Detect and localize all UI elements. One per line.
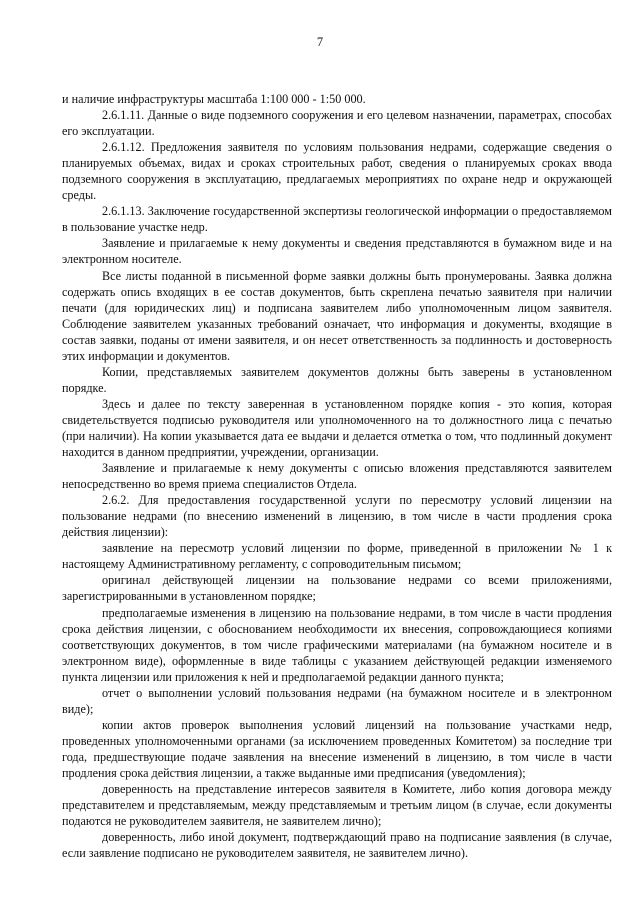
paragraph-certified-copy-definition: Здесь и далее по тексту заверенная в установленном порядке копия - это копия, которая свидетельствуется подписью руководителя или уполномоченного на то должностного лица с печатью (при наличии). На копии указывается дата ее выдачи и делается отметка о том, что подлинный документ находится в данном предприятии, учреждении, организации.	[62, 396, 612, 460]
list-item-inspection-acts: копии актов проверок выполнения условий лицензий на пользование участками недр, проведенных уполномоченными органами (за исключением проведенных Комитетом) за последние три года, предшествующие подаче заявления на внесение изменений в лицензию, в том числе в части продления срока действия лицензии, а также выданные ими предписания (уведомления);	[62, 717, 612, 780]
list-item-power-of-attorney: доверенность на представление интересов заявителя в Комитете, либо копия договора между представителем и представляемым, между представляемым и третьим лицом (в случае, если документы подаются не руководителем заявителя, не заявителем лично);	[62, 782, 612, 829]
list-item-original-license: оригинал действующей лицензии на пользование недрами со всеми приложениями, зарегистрированными в установленном порядке;	[62, 573, 612, 604]
list-item-report: отчет о выполнении условий пользования недрами (на бумажном носителе и в электронном виде);	[62, 685, 612, 716]
paragraph-2-6-1-12: 2.6.1.12. Предложения заявителя по условиям пользования недрами, содержащие сведения о планируемых объемах, видах и сроках строительных работ, сведения о планируемых сроках ввода подземного сооружения в эксплуатацию, предлагаемых мероприятиях по охране недр и окружающей среды.	[62, 140, 612, 203]
paragraph-submission-format: Заявление и прилагаемые к нему документы и сведения представляются в бумажном виде и на электронном носителе.	[62, 236, 612, 267]
paragraph-sheet-numbering: Все листы поданной в письменной форме заявки должны быть пронумерованы. Заявка должна содержать опись входящих в ее состав документов, быть скреплена печатью заявителя при наличии печати (для юридических лиц) и подписана заявителем либо уполномоченным лицом заявителя. Соблюдение заявителем указанных требований означает, что информация и документы, входящие в состав заявки, поданы от имени заявителя, и он несет ответственность за подлинность и достоверность этих информации и документов.	[62, 268, 612, 363]
paragraph-copies-certified: Копии, представляемых заявителем документов должны быть заверены в установленном порядке.	[62, 364, 612, 395]
document-body	[62, 91, 612, 861]
list-item-application: заявление на пересмотр условий лицензии по форме, приведенной в приложении № 1 к настоящему Административному регламенту, с сопроводительным письмом;	[62, 541, 612, 572]
list-item-proposed-changes: предполагаемые изменения в лицензию на пользование недрами, в том числе в части продления срока действия лицензии, с обоснованием необходимости их внесения, сопровождающиеся копиями соответствующих документов, в том числе графическими материалами (на бумажном носителе и в электронном виде), оформленные в виде таблицы с указанием действующей редакции изменяемого пункта лицензии или приложения к ней и предполагаемой редакции данного пункта;	[62, 605, 612, 684]
paragraph-submission-in-person: Заявление и прилагаемые к нему документы с описью вложения представляются заявителем непосредственно во время приема специалистов Отдела.	[62, 461, 612, 492]
list-item-signing-authority: доверенность, либо иной документ, подтверждающий право на подписание заявления (в случае, если заявление подписано не руководителем заявителя, не заявителем лично).	[62, 830, 612, 861]
page-number: 7	[316, 35, 324, 49]
paragraph-2-6-2: 2.6.2. Для предоставления государственной услуги по пересмотру условий лицензии на пользование недрами (по внесению изменений в лицензию, в том числе в части продления срока действия лицензии):	[62, 493, 612, 540]
paragraph-continuation: и наличие инфраструктуры масштаба 1:100 000 - 1:50 000.	[62, 92, 366, 106]
paragraph-2-6-1-13: 2.6.1.13. Заключение государственной экспертизы геологической информации о предоставляемом в пользование участке недр.	[62, 204, 612, 235]
paragraph-2-6-1-11: 2.6.1.11. Данные о виде подземного сооружения и его целевом назначении, параметрах, способах его эксплуатации.	[62, 108, 612, 139]
